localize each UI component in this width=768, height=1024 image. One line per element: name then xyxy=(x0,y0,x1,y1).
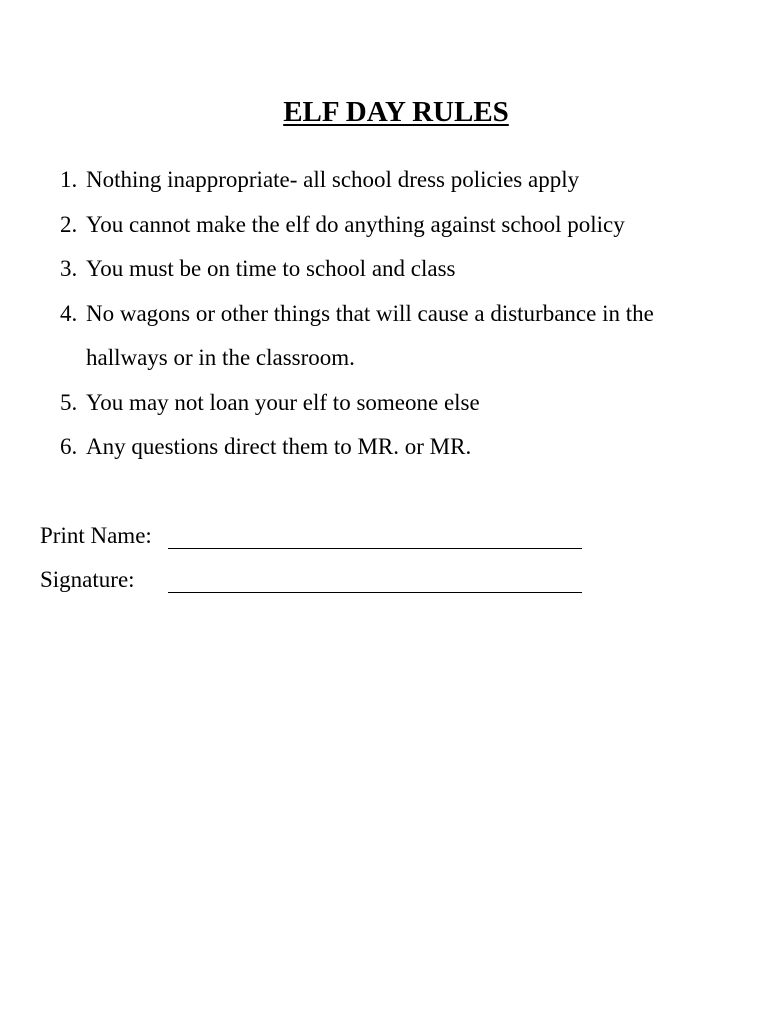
print-name-label: Print Name: xyxy=(40,523,152,548)
rule-text: You may not loan your elf to someone else xyxy=(86,389,480,415)
rule-number: 1. xyxy=(60,167,78,192)
print-name-line xyxy=(168,548,582,549)
rule-text: You must be on time to school and class xyxy=(86,256,456,281)
signature-block xyxy=(40,518,600,606)
print-name-row xyxy=(40,518,600,562)
rule-number: 4. xyxy=(60,300,78,326)
rule-number: 6. xyxy=(60,434,78,459)
rule-item-6 xyxy=(60,425,740,470)
signature-row xyxy=(40,562,600,606)
rule-number: 2. xyxy=(60,211,78,237)
rule-text: You cannot make the elf do anything against school policy xyxy=(86,211,625,237)
rule-item-4 xyxy=(60,292,740,381)
rule-text: No wagons or other things that will cause a disturbance in the hallways or in the classroom. xyxy=(86,300,654,370)
rule-text: Any questions direct them to MR. or MR. xyxy=(86,434,472,459)
rule-number: 5. xyxy=(60,389,78,415)
rule-text: Nothing inappropriate- all school dress policies apply xyxy=(86,167,580,192)
rules-list xyxy=(60,158,740,470)
document-title: ELF DAY RULES xyxy=(283,96,509,128)
signature-label: Signature: xyxy=(40,567,135,592)
rule-number: 3. xyxy=(60,256,78,281)
signature-line xyxy=(168,592,582,593)
rule-item-5 xyxy=(60,381,740,426)
rule-item-3 xyxy=(60,247,740,292)
rule-item-2 xyxy=(60,203,740,248)
rule-item-1 xyxy=(60,158,740,203)
